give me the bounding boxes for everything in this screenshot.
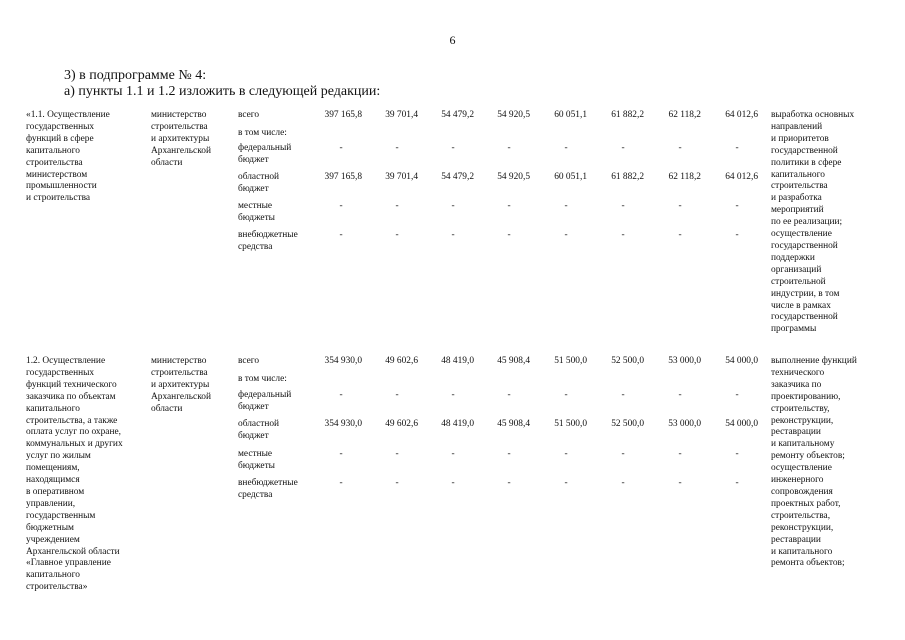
row-2-extrabudget-value: -: [339, 478, 343, 488]
row-1-total-value: 61 882,2: [611, 110, 644, 120]
row-2-regional-value: 54 000,0: [725, 419, 758, 429]
row-2-regional-value: 52 500,0: [611, 419, 644, 429]
row-1-total-value: 62 118,2: [668, 110, 701, 120]
row-1-extrabudget-value: -: [564, 230, 568, 240]
row-2-local-value: -: [339, 449, 343, 459]
row-1-name: «1.1. Осуществление государственных функций в сфере капитального строительства министерством промышленности и строительства: [26, 110, 110, 204]
row-2-local-value: -: [564, 449, 568, 459]
row-1-regional-value: 60 051,1: [554, 172, 587, 182]
row-2-regional-value: 49 602,6: [385, 419, 418, 429]
row-2-regional-value: 354 930,0: [324, 419, 362, 429]
row-1-federal-value: -: [507, 143, 511, 153]
row-2-total-value: 54 000,0: [725, 356, 758, 366]
row-1-local-value: -: [564, 201, 568, 211]
row-2-regional-value: 45 908,4: [497, 419, 530, 429]
row-2-local-value: -: [395, 449, 399, 459]
row-1-regional-value: 54 479,2: [441, 172, 474, 182]
row-2-funding-regional-label: областной бюджет: [238, 419, 280, 441]
row-1-total-value: 60 051,1: [554, 110, 587, 120]
row-1-extrabudget-value: -: [621, 230, 625, 240]
row-1-federal-value: -: [564, 143, 568, 153]
row-1-funding-local-label: местные бюджеты: [238, 201, 275, 223]
row-1-total-value: 397 165,8: [324, 110, 362, 120]
row-1-federal-value: -: [451, 143, 455, 153]
row-2-total-value: 52 500,0: [611, 356, 644, 366]
row-1-federal-value: -: [735, 143, 739, 153]
row-1-regional-value: 39 701,4: [385, 172, 418, 182]
row-2-extrabudget-value: -: [735, 478, 739, 488]
row-1-federal-value: -: [621, 143, 625, 153]
row-1-total-value: 64 012,6: [725, 110, 758, 120]
row-2-local-value: -: [507, 449, 511, 459]
row-2-extrabudget-value: -: [395, 478, 399, 488]
row-2-federal-value: -: [735, 390, 739, 400]
row-2-total-value: 48 419,0: [441, 356, 474, 366]
row-2-extrabudget-value: -: [678, 478, 682, 488]
row-2-funding-federal-label: федеральный бюджет: [238, 390, 292, 412]
row-2-total-value: 49 602,6: [385, 356, 418, 366]
row-2-regional-value: 51 500,0: [554, 419, 587, 429]
row-2-result: выполнение функций технического заказчика по проектированию, строительству, реконструкции, реставрации и капитальному ремонту объектов; осуществление инженерного сопровождения проектных работ, строительства, реконструкции, реставрации и капитального ремонта объектов;: [771, 356, 857, 569]
row-1-extrabudget-value: -: [451, 230, 455, 240]
row-2-extrabudget-value: -: [451, 478, 455, 488]
row-2-extrabudget-value: -: [621, 478, 625, 488]
row-1-regional-value: 64 012,6: [725, 172, 758, 182]
row-2-total-value: 354 930,0: [324, 356, 362, 366]
row-2-federal-value: -: [395, 390, 399, 400]
row-1-regional-value: 54 920,5: [497, 172, 530, 182]
row-2-funding-extrabudget-label: внебюджетные средства: [238, 478, 298, 500]
row-1-regional-value: 397 165,8: [324, 172, 362, 182]
row-2-federal-value: -: [339, 390, 343, 400]
row-2-local-value: -: [735, 449, 739, 459]
row-1-regional-value: 62 118,2: [668, 172, 701, 182]
row-1-extrabudget-value: -: [507, 230, 511, 240]
row-2-local-value: -: [621, 449, 625, 459]
row-2-extrabudget-value: -: [564, 478, 568, 488]
row-1-extrabudget-value: -: [395, 230, 399, 240]
row-1-regional-value: 61 882,2: [611, 172, 644, 182]
row-1-funding-federal-label: федеральный бюджет: [238, 143, 292, 165]
page-number: 6: [449, 33, 456, 47]
row-2-federal-value: -: [621, 390, 625, 400]
row-1-extrabudget-value: -: [735, 230, 739, 240]
row-1-local-value: -: [507, 201, 511, 211]
row-1-funding-extrabudget-label: внебюджетные средства: [238, 230, 298, 252]
row-2-federal-value: -: [507, 390, 511, 400]
row-1-extrabudget-value: -: [678, 230, 682, 240]
row-1-local-value: -: [621, 201, 625, 211]
row-1-funding-total-label: всего: [238, 110, 260, 120]
row-1-extrabudget-value: -: [339, 230, 343, 240]
row-2-local-value: -: [678, 449, 682, 459]
row-1-total-value: 54 479,2: [441, 110, 474, 120]
row-1-local-value: -: [451, 201, 455, 211]
row-2-total-value: 51 500,0: [554, 356, 587, 366]
row-2-total-value: 45 908,4: [497, 356, 530, 366]
section-heading: 3) в подпрограмме № 4:: [64, 68, 207, 83]
row-2-name: 1.2. Осуществление государственных функций технического заказчика по объектам капитального строительства, а также оплата услуг по охране, коммунальных и других услуг по жилым помещениям, находящимся в оперативном управлении, государственным бюджетным учреждением Архангельской области «Главное управление капитального строительства»: [26, 356, 123, 593]
row-1-federal-value: -: [678, 143, 682, 153]
row-1-local-value: -: [735, 201, 739, 211]
row-1-local-value: -: [678, 201, 682, 211]
row-1-federal-value: -: [395, 143, 399, 153]
row-2-funding-total-label: всего: [238, 356, 260, 366]
row-2-federal-value: -: [564, 390, 568, 400]
row-2-extrabudget-value: -: [507, 478, 511, 488]
row-1-executor: министерство строительства и архитектуры Архангельской области: [151, 110, 211, 168]
row-2-funding-including-label: в том числе:: [238, 374, 287, 384]
row-2-federal-value: -: [678, 390, 682, 400]
row-2-federal-value: -: [451, 390, 455, 400]
row-2-regional-value: 48 419,0: [441, 419, 474, 429]
row-2-regional-value: 53 000,0: [668, 419, 701, 429]
row-1-local-value: -: [395, 201, 399, 211]
row-1-funding-including-label: в том числе:: [238, 128, 287, 138]
row-1-local-value: -: [339, 201, 343, 211]
subsection-heading: а) пункты 1.1 и 1.2 изложить в следующей редакции:: [64, 84, 381, 99]
row-1-total-value: 39 701,4: [385, 110, 418, 120]
row-2-total-value: 53 000,0: [668, 356, 701, 366]
row-1-total-value: 54 920,5: [497, 110, 530, 120]
row-2-executor: министерство строительства и архитектуры Архангельской области: [151, 356, 211, 414]
row-2-local-value: -: [451, 449, 455, 459]
row-1-federal-value: -: [339, 143, 343, 153]
row-1-result: выработка основных направлений и приоритетов государственной политики в сфере капитального строительства и разработка мероприятий по ее реализации; осуществление государственной поддержки организаций строительной индустрии, в том числе в рамках государственной программы: [771, 110, 855, 335]
row-1-funding-regional-label: областной бюджет: [238, 172, 280, 194]
row-2-funding-local-label: местные бюджеты: [238, 449, 275, 471]
